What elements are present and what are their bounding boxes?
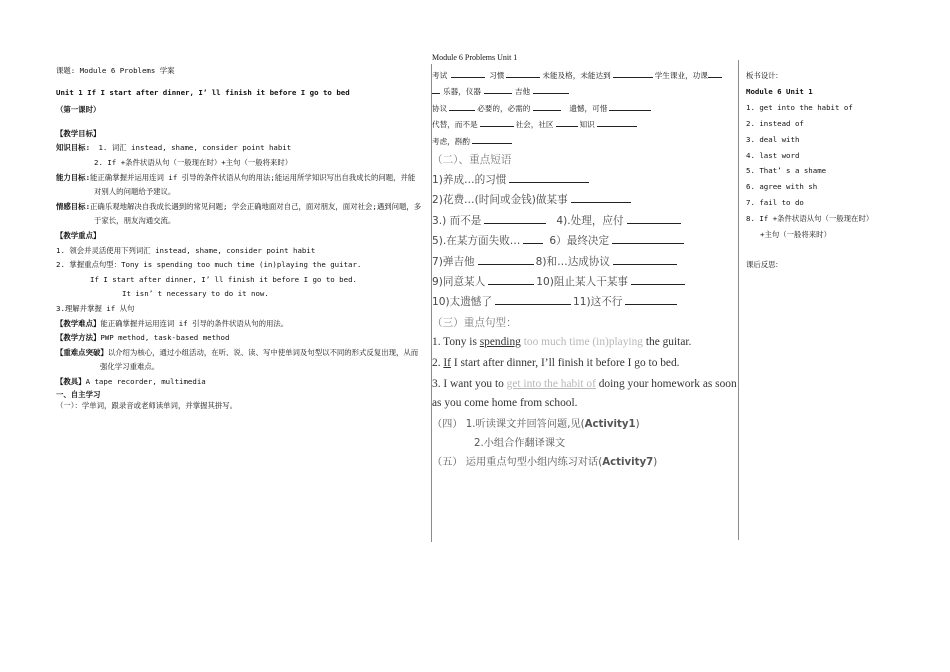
sentence-2: [432, 354, 737, 373]
worksheet-column: [432, 52, 737, 472]
board-item: 2. instead of: [746, 118, 804, 128]
vocab-word: 考虑，斟酌: [432, 136, 470, 146]
breakthrough-text: 以介绍为核心，通过小组活动，在听、说、读、写中使单词及句型以不同的形式反复出现，从而强化学习重难点。: [100, 347, 419, 372]
blank[interactable]: [449, 101, 475, 111]
blank[interactable]: [612, 234, 684, 244]
phrase-row: [432, 170, 737, 190]
phrase: 10)阻止某人干某事: [536, 276, 629, 289]
blank[interactable]: [627, 214, 681, 224]
lesson-topic: 课题: Module 6 Problems 学案: [56, 66, 175, 75]
vocab-word: 吉他: [514, 87, 531, 97]
knowledge-label: 知识目标:: [56, 143, 91, 153]
board-title: 板书设计:: [746, 71, 779, 80]
key-points-heading: 【教学重点】: [56, 230, 101, 240]
ability-objective: [56, 171, 422, 200]
blank[interactable]: [533, 101, 561, 111]
blank[interactable]: [613, 255, 677, 265]
sentence-highlight: spending: [479, 335, 521, 348]
vocab-word: 协议: [432, 103, 448, 113]
vocab-word: 考试: [432, 71, 448, 80]
phrase-row: [432, 292, 737, 312]
blank[interactable]: [631, 275, 685, 285]
breakthrough-label: 【重难点突破】: [56, 347, 108, 357]
blank[interactable]: [472, 134, 512, 144]
blank[interactable]: [506, 68, 540, 78]
blank[interactable]: [480, 117, 514, 127]
blank[interactable]: [488, 275, 534, 285]
vocab-word: 学生课业，功课: [654, 71, 708, 80]
phrase-row: [432, 272, 737, 292]
phrase: 1)养成…的习惯: [432, 174, 507, 187]
vocab-word: 必要的，必需的: [477, 103, 531, 113]
activity-1: [432, 415, 737, 434]
board-item: 8. If +条件状语从句（一般现在时）+主句（一般将来时）: [746, 214, 874, 240]
board-item: 6. agree with sh: [746, 182, 818, 192]
emotion-text: 正确乐观地解决自我成长遇到的常见问题; 学会正确地面对自己，面对朋友，面对社会;遇到问题，多于家长，朋友沟通交流。: [90, 201, 422, 226]
tools: [56, 375, 422, 390]
ability-label: 能力目标:: [56, 172, 91, 182]
lesson-plan-column: [56, 64, 422, 412]
sentence-text: the guitar.: [643, 335, 692, 348]
phrase: 10)太遗憾了: [432, 296, 492, 309]
knowledge-objective-1: [56, 141, 422, 156]
board-heading: Module 6 Unit 1: [746, 86, 813, 96]
phrase: 11)这不行: [573, 296, 623, 309]
key-point-5: 3.理解并掌握 if 从句: [56, 303, 135, 313]
phrase: 5).在某方面失败…: [432, 235, 521, 248]
difficulty: [56, 317, 422, 332]
blank[interactable]: [609, 101, 651, 111]
phrase-row: [432, 211, 737, 231]
blank[interactable]: [484, 214, 546, 224]
knowledge-text-1: 1. 词汇 instead, shame, consider point habit: [98, 143, 292, 153]
unit-title: Unit 1 If I start after dinner, I’ ll finish it before I go to bed: [56, 87, 350, 97]
method: [56, 331, 422, 346]
vocab-word: 社会，社区: [515, 120, 554, 130]
blank[interactable]: [613, 68, 653, 78]
board-design-column: [746, 68, 876, 273]
blank[interactable]: [478, 255, 534, 265]
sentence-text: 3. I want you to: [432, 377, 507, 390]
activity-text: ): [635, 418, 640, 430]
blank[interactable]: [533, 84, 569, 94]
key-point-1: 1. 领会并灵活使用下列词汇 instead, shame, consider point habit: [56, 245, 316, 255]
vocab-row-5: [432, 134, 737, 150]
sentence-faded: too much time (in)playing: [520, 335, 643, 348]
reflection-label: 课后反思:: [746, 259, 779, 269]
activity-text: ): [653, 456, 658, 468]
phrase: 8)和…达成协议: [535, 255, 611, 268]
sentence-text: doing your homework as soon as you come home from school.: [432, 377, 737, 409]
vocab-row-3: [432, 101, 737, 117]
board-item: 5. That’ s a shame: [746, 166, 827, 176]
phrase-row: [432, 231, 737, 251]
board-item: 7. fail to do: [746, 198, 804, 208]
vocab-row-4: [432, 117, 737, 133]
blank[interactable]: [523, 234, 543, 244]
blank[interactable]: [509, 173, 589, 183]
blank[interactable]: [495, 295, 571, 305]
sentence-text: I start after dinner, I’ll finish it before I go to bed.: [450, 356, 680, 369]
activity-text: （五） 运用重点句型小组内练习对话(: [432, 456, 603, 468]
phrase: 9)同意某人: [432, 276, 486, 289]
blank[interactable]: [432, 84, 440, 94]
vocab-word: 代替，而不是: [432, 120, 478, 130]
self-study-1: （一）：学单词，跟录音或老师读单词，并掌握其拼写。: [56, 401, 238, 411]
blank[interactable]: [556, 117, 578, 127]
phrase: 4).处理，应付: [556, 214, 624, 227]
knowledge-objective-2: 2. If +条件状语从句（一般现在时）+主句（一般将来时）: [94, 157, 293, 167]
vocab-word: 习惯: [489, 71, 505, 80]
board-item: 1. get into the habit of: [746, 102, 853, 112]
key-point-4: It isn’ t necessary to do it now.: [122, 289, 269, 299]
phrase-row: [432, 190, 737, 210]
activity-2: [432, 453, 737, 472]
vocab-row-2: [432, 84, 737, 100]
activity-1-2: 2.小组合作翻译课文: [474, 437, 566, 449]
activity-ref: Activity1: [584, 418, 636, 430]
blank[interactable]: [625, 295, 677, 305]
activity-text: （四） 1.听读课文并回答问题,见(: [432, 418, 585, 430]
phrase: 2)花费…(时间或金钱)做某事: [432, 194, 568, 207]
vocab-word: 遗憾，可惜: [569, 103, 608, 113]
board-item: 3. deal with: [746, 134, 800, 144]
sentence-highlight: If: [443, 356, 451, 369]
difficulty-text: 能正确掌握并运用连词 if 引导的条件状语从句的用法。: [100, 318, 289, 328]
sentence-text: 1. Tony is: [432, 335, 480, 348]
ability-text: 能正确掌握并运用连词 if 引导的条件状语从句的用法;能运用所学知识写出自我成长的问题，并能对别人的问题给予建议。: [90, 172, 416, 197]
blank[interactable]: [708, 68, 722, 78]
blank[interactable]: [571, 193, 631, 203]
phrase-row: [432, 252, 737, 272]
objectives-heading: 【教学目标】: [56, 128, 101, 138]
sentence-1: [432, 333, 737, 352]
sentence-highlight: get into the habit of: [506, 377, 596, 390]
phrase: 3.) 而不是: [432, 214, 482, 227]
board-item: 4. last word: [746, 150, 800, 160]
activity-ref: Activity7: [602, 456, 654, 468]
breakthrough: [56, 346, 422, 375]
tools-label: 【教具】: [56, 376, 86, 386]
difficulty-label: 【教学难点】: [56, 318, 101, 328]
blank[interactable]: [484, 84, 512, 94]
lesson-number: （第一课时）: [56, 105, 101, 115]
vocab-word: 乐器，仪器: [443, 87, 481, 97]
worksheet-title: Module 6 Problems Unit 1: [432, 53, 518, 62]
sentence-text: 2.: [432, 356, 444, 369]
self-study-heading: 一、自主学习: [56, 390, 101, 400]
vocab-word: 知识: [579, 120, 595, 130]
phrase: 6）最终决定: [549, 235, 610, 248]
vocab-word: 未能及格，未能达到: [542, 71, 611, 80]
tools-text: A tape recorder, multimedia: [85, 376, 206, 386]
vocab-row-1: [432, 68, 737, 84]
key-point-2: 2. 掌握重点句型：Tony is spending too much time (in)playing the guitar.: [56, 260, 362, 270]
emotion-objective: [56, 200, 422, 229]
method-label: 【教学方法】: [56, 333, 101, 343]
sentence-3: [432, 375, 737, 413]
phrase: 7)弹吉他: [432, 255, 475, 268]
phrases-heading: （二）、重点短语: [432, 154, 512, 167]
blank[interactable]: [451, 68, 485, 78]
column-divider-right: [738, 60, 739, 540]
emotion-label: 情感目标:: [56, 201, 91, 211]
key-point-3: If I start after dinner, I’ ll finish it before I go to bed.: [90, 274, 357, 284]
blank[interactable]: [597, 117, 637, 127]
method-text: PWP method, task-based method: [100, 333, 230, 343]
sentences-heading: （三）重点句型：: [432, 316, 517, 329]
